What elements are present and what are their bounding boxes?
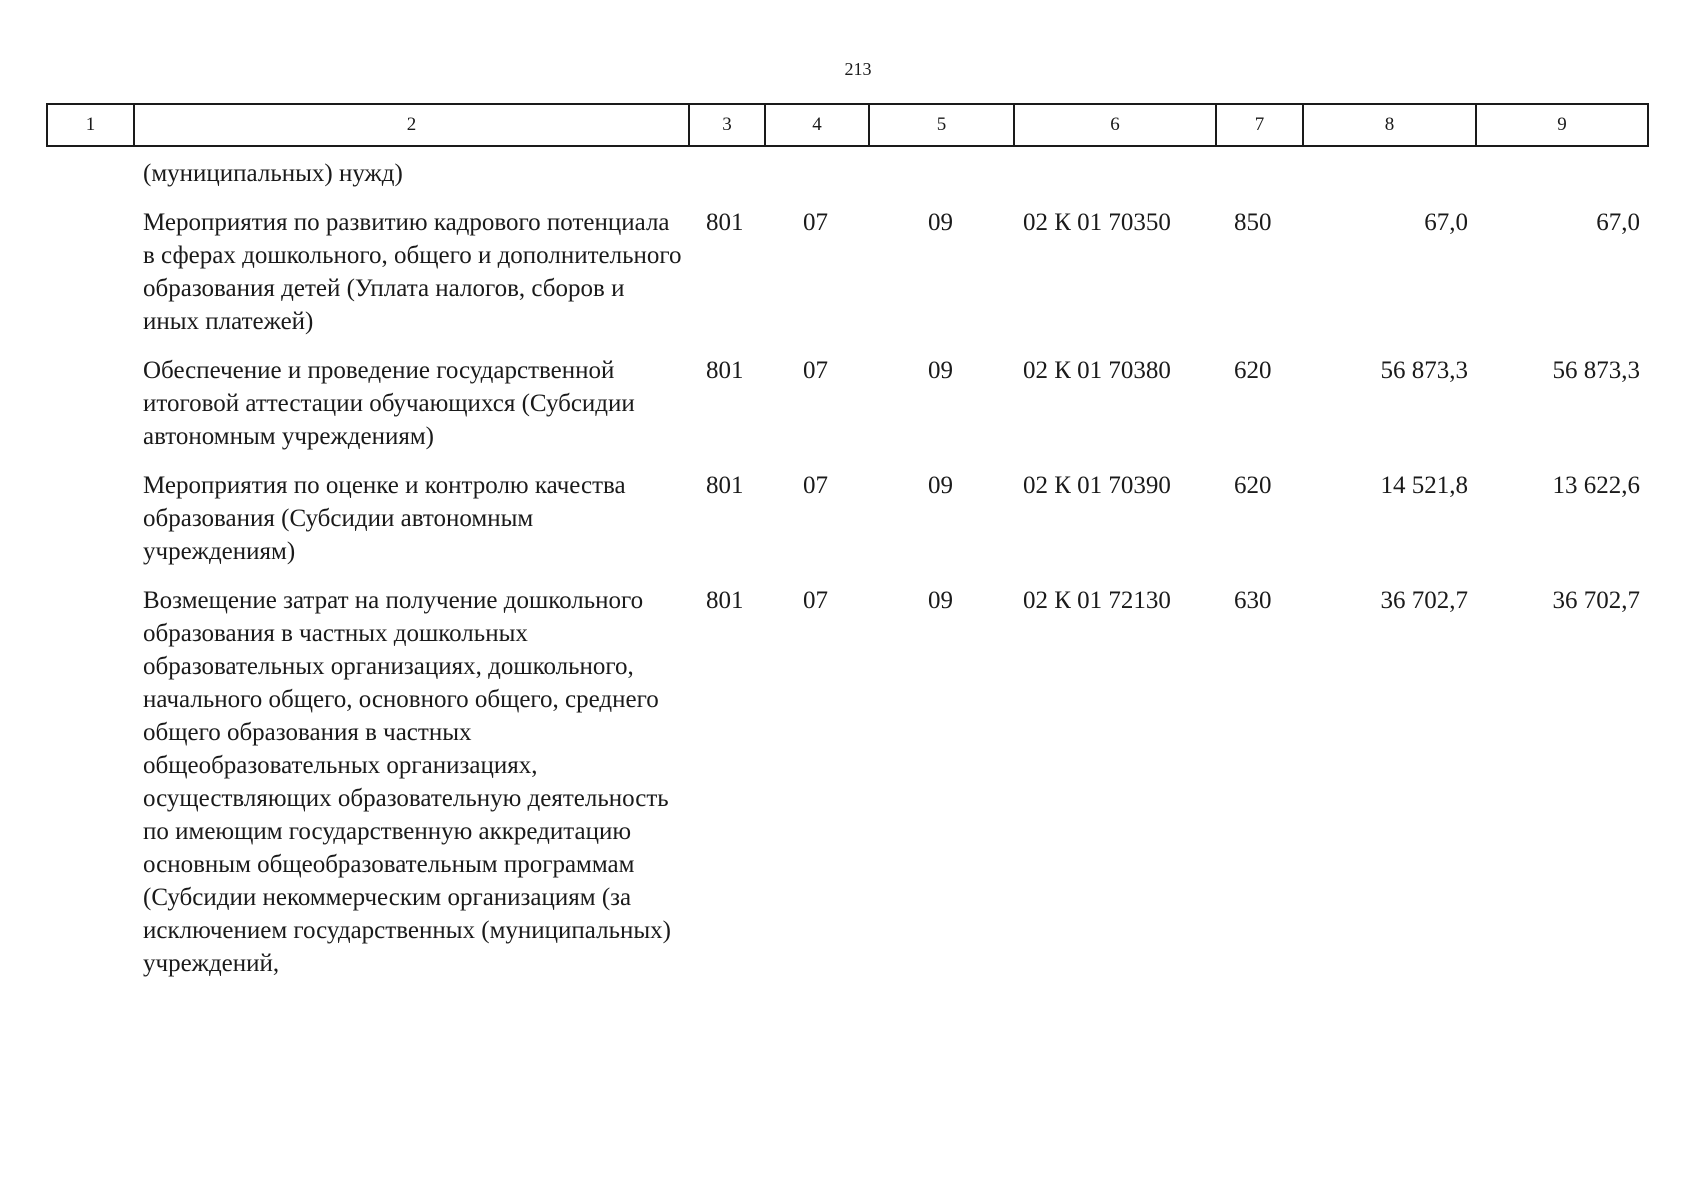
section-code: 07	[803, 472, 828, 499]
row-description: Возмещение затрат на получение дошкольного образования в частных дошкольных образовательных организациях, дошкольного, начального общего, основного общего, среднего общего образования в частных общеобразовательных организациях, осуществляющих образовательную деятельность по имеющим государственную аккредитацию основным общеобразовательным программам (Субсидии некоммерческим организациям (за исключением государственных (муниципальных) учреждений,	[143, 587, 671, 977]
cell-empty	[47, 568, 134, 980]
continuation-text: (муниципальных) нужд)	[143, 160, 403, 187]
target-article-code: 02 К 01 70390	[1023, 472, 1171, 499]
subsection-code: 09	[928, 357, 953, 384]
cell-empty	[1476, 146, 1648, 190]
ministry-code: 801	[706, 357, 744, 384]
column-header-8: 8	[1303, 104, 1476, 146]
cell-empty	[47, 453, 134, 568]
header-row	[47, 104, 1648, 146]
page-number: 213	[844, 59, 872, 79]
expense-type-code: 620	[1234, 357, 1272, 384]
target-article-code: 02 К 01 70350	[1023, 209, 1171, 236]
table-row	[47, 453, 1648, 568]
table-header	[47, 104, 1648, 146]
section-code: 07	[803, 357, 828, 384]
table-row	[47, 190, 1648, 338]
cell-empty	[1216, 146, 1303, 190]
ministry-code: 801	[706, 209, 744, 236]
column-header-6: 6	[1014, 104, 1216, 146]
ministry-code: 801	[706, 587, 744, 614]
column-header-4: 4	[765, 104, 869, 146]
amount-col-8: 56 873,3	[1380, 357, 1468, 384]
table-row	[47, 568, 1648, 980]
column-header-2: 2	[134, 104, 689, 146]
cell-empty	[1303, 146, 1476, 190]
row-description: Обеспечение и проведение государственной итоговой аттестации обучающихся (Субсидии автономным учреждениям)	[143, 357, 635, 450]
amount-col-9: 36 702,7	[1552, 587, 1640, 614]
amount-col-8: 67,0	[1424, 209, 1468, 236]
continuation-row	[47, 146, 1648, 190]
ministry-code: 801	[706, 472, 744, 499]
amount-col-8: 36 702,7	[1380, 587, 1468, 614]
cell-empty	[47, 338, 134, 453]
budget-table	[46, 103, 1649, 980]
column-header-9: 9	[1476, 104, 1648, 146]
target-article-code: 02 К 01 72130	[1023, 587, 1171, 614]
amount-col-8: 14 521,8	[1380, 472, 1468, 499]
column-header-7: 7	[1216, 104, 1303, 146]
cell-empty	[869, 146, 1014, 190]
cell-empty	[689, 146, 765, 190]
row-description: Мероприятия по развитию кадрового потенциала в сферах дошкольного, общего и дополнительного образования детей (Уплата налогов, сборов и иных платежей)	[143, 209, 682, 335]
row-description: Мероприятия по оценке и контролю качества образования (Субсидии автономным учреждениям)	[143, 472, 626, 565]
section-code: 07	[803, 209, 828, 236]
amount-col-9: 67,0	[1596, 209, 1640, 236]
expense-type-code: 850	[1234, 209, 1272, 236]
cell-empty	[1014, 146, 1216, 190]
section-code: 07	[803, 587, 828, 614]
subsection-code: 09	[928, 209, 953, 236]
amount-col-9: 13 622,6	[1552, 472, 1640, 499]
column-header-3: 3	[689, 104, 765, 146]
table-body	[47, 146, 1648, 980]
amount-col-9: 56 873,3	[1552, 357, 1640, 384]
subsection-code: 09	[928, 587, 953, 614]
expense-type-code: 630	[1234, 587, 1272, 614]
column-header-1: 1	[47, 104, 134, 146]
cell-empty	[47, 190, 134, 338]
cell-empty	[765, 146, 869, 190]
cell-empty	[47, 146, 134, 190]
table-row	[47, 338, 1648, 453]
target-article-code: 02 К 01 70380	[1023, 357, 1171, 384]
subsection-code: 09	[928, 472, 953, 499]
column-header-5: 5	[869, 104, 1014, 146]
expense-type-code: 620	[1234, 472, 1272, 499]
